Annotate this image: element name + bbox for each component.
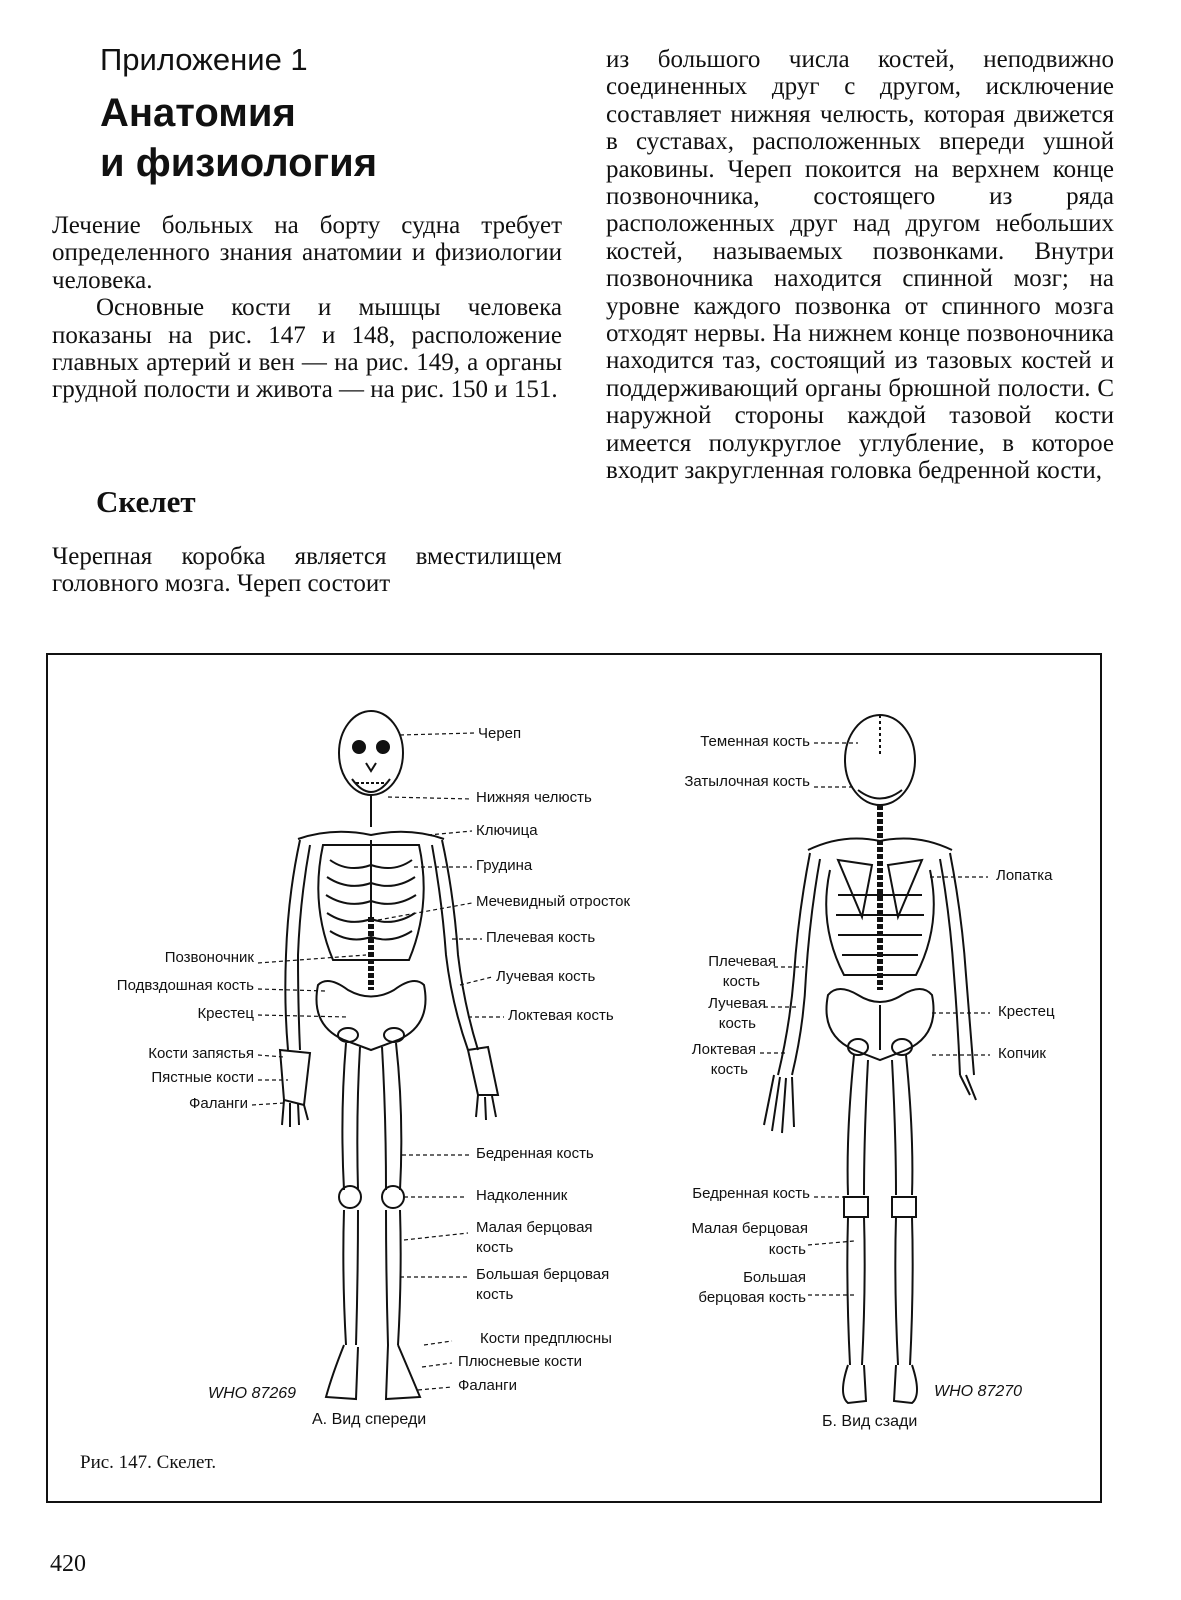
label-occipital: Затылочная кость	[684, 773, 810, 790]
label-patella: Надколенник	[476, 1187, 568, 1204]
skeleton-text-right	[606, 46, 1114, 485]
chapter-title	[100, 88, 377, 188]
appendix-label: Приложение 1	[100, 42, 308, 77]
label-femur-back: Бедренная кость	[692, 1185, 810, 1202]
skeleton-paragraph-continued: из большого числа костей, неподвижно соединенных друг с другом, исключение составляет нижняя челюсть, которая движется в суставах, расположенных впереди ушной раковины. Череп покоится на верхнем конце позвоночника, состоящего из ряда расположенных друг над другом небольших костей, называемых позвонками. Внутри позвоночника находится спинной мозг; на уровне каждого позвонка от спинного мозга отходят нервы. На нижнем конце позвоночника находится таз, состоящий из тазовых костей и поддерживающий органы брюшной полости. С наружной стороны каждой тазовой кости имеется полукруглое углубление, в которое входит закругленная головка бедренной кости,	[606, 46, 1114, 485]
label-spine: Позвоночник	[164, 949, 254, 966]
label-metatarsals: Плюсневые кости	[458, 1353, 582, 1370]
label-sternum: Грудина	[476, 857, 533, 874]
intro-paragraph-2: Основные кости и мышцы человека показаны на рис. 147 и 148, расположение главных артерий и вен — на рис. 149, а органы грудной полости и живота — на рис. 150 и 151.	[52, 294, 562, 404]
figure-code-back: WHO 87270	[934, 1383, 1023, 1400]
label-clavicle: Ключица	[476, 822, 538, 839]
label-tibia-front-2: кость	[476, 1286, 514, 1303]
skeleton-text-left	[52, 543, 562, 598]
skeleton-paragraph-start: Черепная коробка является вместилищем головного мозга. Череп состоит	[52, 543, 562, 598]
label-fibula-back-2: кость	[768, 1241, 806, 1258]
label-scapula: Лопатка	[996, 867, 1053, 884]
front-skeleton-drawing	[280, 711, 498, 1399]
label-sacrum-front: Крестец	[197, 1005, 254, 1022]
label-radius-front: Лучевая кость	[496, 968, 596, 985]
label-ulna-front: Локтевая кость	[508, 1007, 614, 1024]
front-leader-lines	[252, 733, 504, 1390]
label-humerus-front: Плечевая кость	[486, 929, 596, 946]
label-fibula-back-1: Малая берцовая	[691, 1220, 808, 1237]
section-heading-skeleton: Скелет	[96, 484, 196, 519]
intro-paragraph-1: Лечение больных на борту судна требует определенного знания анатомии и физиологии человека.	[52, 212, 562, 294]
intro-text	[52, 212, 562, 404]
label-coccyx: Копчик	[998, 1045, 1046, 1062]
figure-code-front: WHO 87269	[208, 1385, 297, 1402]
label-fibula-front-1: Малая берцовая	[476, 1219, 593, 1236]
label-ulna-back-2: кость	[710, 1061, 748, 1078]
label-phalanges-foot: Фаланги	[458, 1377, 517, 1394]
label-sacrum-back: Крестец	[998, 1003, 1055, 1020]
chapter-title-line1: Анатомия	[100, 91, 296, 135]
figure-caption: Рис. 147. Скелет.	[80, 1452, 217, 1473]
label-humerus-back-2: кость	[722, 973, 760, 990]
label-parietal: Теменная кость	[700, 733, 810, 750]
label-ulna-back-1: Локтевая	[691, 1041, 756, 1058]
label-skull: Череп	[478, 725, 522, 742]
label-femur-front: Бедренная кость	[476, 1145, 594, 1162]
skeleton-figure	[46, 653, 1102, 1503]
view-label-front: А. Вид спереди	[312, 1411, 427, 1428]
label-metacarpals: Пястные кости	[151, 1069, 254, 1086]
label-carpals: Кости запястья	[148, 1045, 254, 1062]
label-radius-back-1: Лучевая	[708, 995, 766, 1012]
label-phalanges-hand: Фаланги	[189, 1095, 248, 1112]
label-tibia-front-1: Большая берцовая	[476, 1266, 610, 1283]
label-humerus-back-1: Плечевая	[708, 953, 776, 970]
label-tarsals: Кости предплюсны	[480, 1330, 612, 1347]
label-xiphoid: Мечевидный отросток	[476, 893, 631, 910]
label-tibia-back-2: берцовая кость	[698, 1289, 806, 1306]
view-label-back: Б. Вид сзади	[822, 1413, 918, 1430]
back-leader-lines	[760, 743, 990, 1295]
chapter-title-line2: и физиология	[100, 141, 378, 185]
label-tibia-back-1: Большая	[743, 1269, 806, 1286]
page-number: 420	[50, 1551, 86, 1577]
label-mandible: Нижняя челюсть	[476, 789, 592, 806]
label-ilium: Подвздошная кость	[116, 977, 254, 994]
label-radius-back-2: кость	[718, 1015, 756, 1032]
label-fibula-front-2: кость	[476, 1239, 514, 1256]
